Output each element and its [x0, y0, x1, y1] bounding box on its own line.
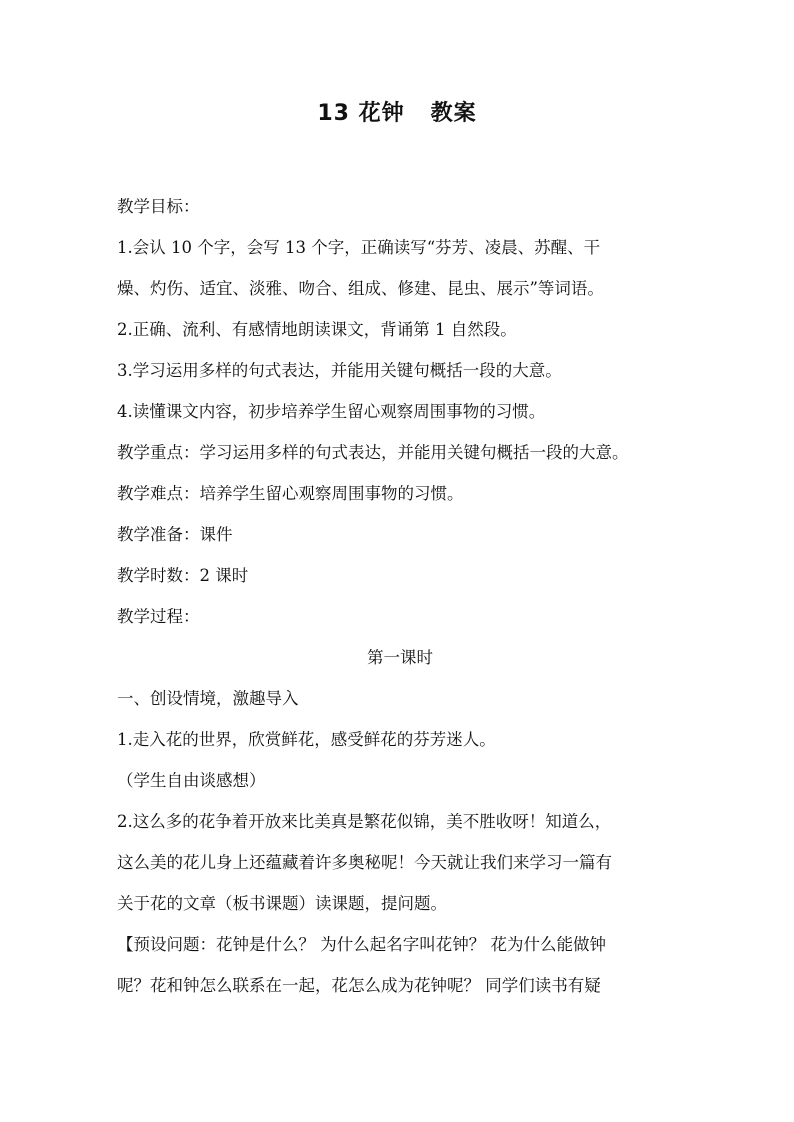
- objective-1-line-2: 燥、灼伤、适宜、淡雅、吻合、组成、修建、昆虫、展示”等词语。: [117, 279, 604, 298]
- objective-3: 3.学习运用多样的句式表达，并能用关键句概括一段的大意。: [117, 361, 562, 380]
- preset-questions-line-2: 呢？花和钟怎么联系在一起，花怎么成为花钟呢？ 同学们读书有疑: [117, 976, 601, 995]
- section-heading-teaching-objectives: 教学目标：: [117, 197, 200, 216]
- teaching-difficulty: 教学难点：培养学生留心观察周围事物的习惯。: [117, 484, 464, 503]
- document-body: [117, 186, 683, 1006]
- section-heading-teaching-process: 教学过程：: [117, 607, 200, 626]
- step-heading-introduction: 一、创设情境，激趣导入: [117, 689, 299, 708]
- lesson-heading-first-period: 第一课时: [367, 648, 433, 667]
- teaching-hours: 教学时数：2 课时: [117, 566, 249, 585]
- step-1-note: （学生自由谈感想）: [117, 771, 266, 790]
- objective-2: 2.正确、流利、有感情地朗读课文，背诵第 1 自然段。: [117, 320, 517, 339]
- preset-questions-line-1: 【预设问题：花钟是什么？ 为什么起名字叫花钟？ 花为什么能做钟: [117, 935, 606, 954]
- objective-4: 4.读懂课文内容，初步培养学生留心观察周围事物的习惯。: [117, 402, 546, 421]
- document-title: 13 花钟 教案: [317, 101, 477, 126]
- teaching-preparation: 教学准备：课件: [117, 525, 233, 544]
- teaching-key-point: 教学重点：学习运用多样的句式表达，并能用关键句概括一段的大意。: [117, 443, 629, 462]
- step-2-line-2: 这么美的花儿身上还蕴藏着许多奥秘呢！今天就让我们来学习一篇有: [117, 853, 612, 872]
- objective-1-line-1: 1.会认 10 个字，会写 13 个字，正确读写“芬芳、凌晨、苏醒、干: [117, 238, 601, 257]
- step-2-line-1: 2.这么多的花争着开放来比美真是繁花似锦，美不胜收呀！知道么，: [117, 812, 612, 831]
- step-2-line-3: 关于花的文章（板书课题）读课题，提问题。: [117, 894, 447, 913]
- step-1: 1.走入花的世界，欣赏鲜花，感受鲜花的芬芳迷人。: [117, 730, 496, 749]
